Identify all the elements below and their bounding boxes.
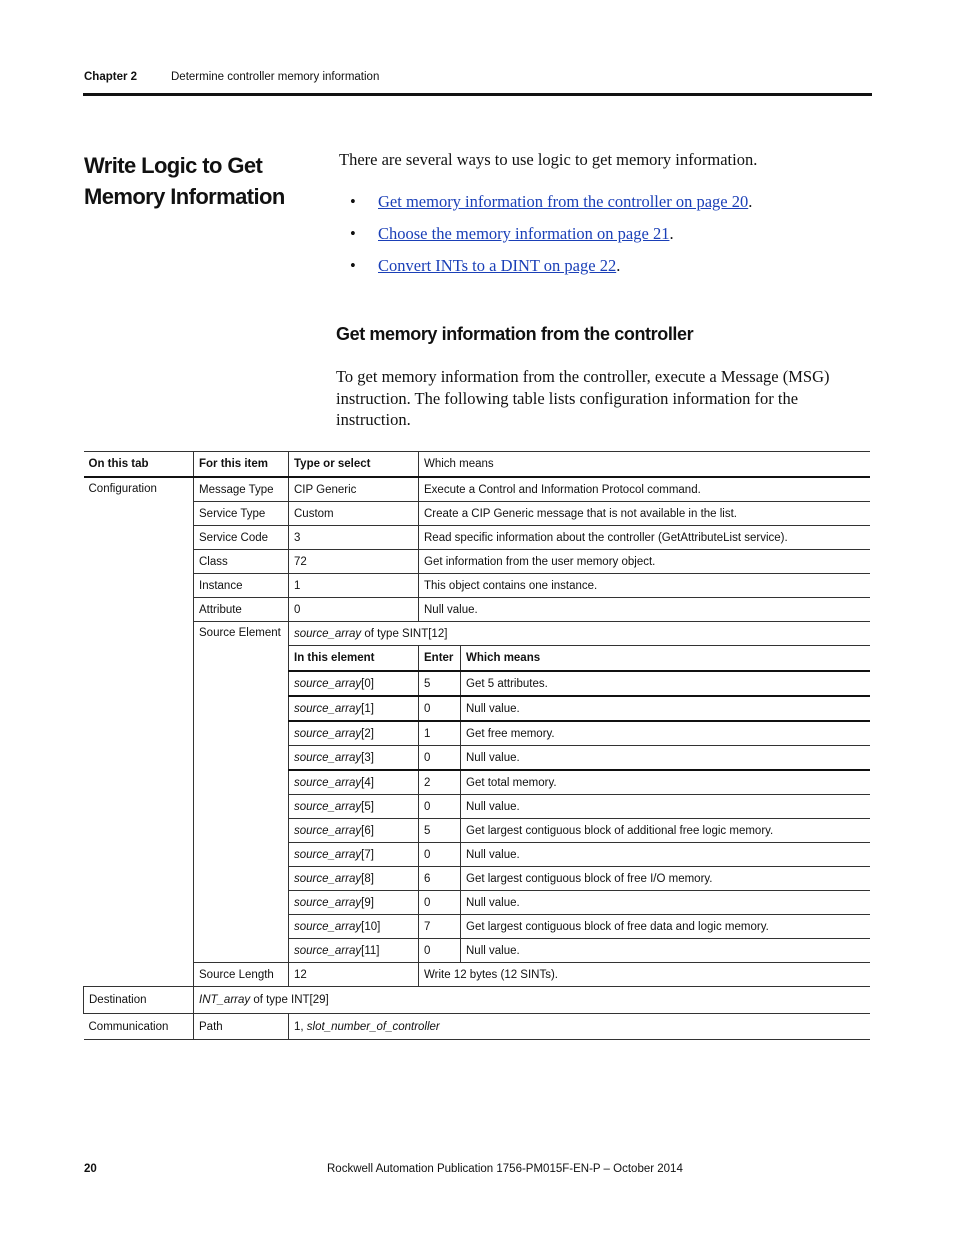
element-cell: source_array[2] bbox=[289, 721, 419, 746]
item-cell: Class bbox=[194, 550, 289, 574]
enter-cell: 0 bbox=[419, 843, 461, 867]
section-paragraph: To get memory information from the controller, execute a Message (MSG) instruction. The following table lists configuration information for the instruction. bbox=[336, 367, 830, 429]
means-cell: This object contains one instance. bbox=[419, 574, 871, 598]
means-cell: Get largest contiguous block of free data and logic memory. bbox=[461, 915, 871, 939]
link-list bbox=[339, 190, 752, 286]
section-title: Get memory information from the controller bbox=[336, 324, 694, 344]
type-cell: 72 bbox=[289, 550, 419, 574]
link-convert-ints[interactable]: Convert INTs to a DINT on page 22 bbox=[378, 256, 617, 275]
element-cell: source_array[4] bbox=[289, 770, 419, 795]
element-cell: source_array[3] bbox=[289, 746, 419, 771]
enter-cell: 0 bbox=[419, 939, 461, 963]
tab-cell: Configuration bbox=[84, 477, 194, 987]
means-cell: Null value. bbox=[461, 696, 871, 721]
means-cell: Create a CIP Generic message that is not available in the list. bbox=[419, 502, 871, 526]
means-cell: Null value. bbox=[461, 795, 871, 819]
element-cell: source_array[11] bbox=[289, 939, 419, 963]
means-cell: Execute a Control and Information Protocol command. bbox=[419, 477, 871, 502]
enter-cell: 0 bbox=[419, 891, 461, 915]
header-cell: Which means bbox=[419, 452, 871, 478]
table-row bbox=[84, 502, 871, 526]
element-cell: source_array[5] bbox=[289, 795, 419, 819]
means-cell: Null value. bbox=[461, 939, 871, 963]
bullet-icon: • bbox=[350, 224, 356, 243]
item-cell: Attribute bbox=[194, 598, 289, 622]
type-cell: 1 bbox=[289, 574, 419, 598]
inner-header-cell: Which means bbox=[461, 646, 871, 672]
publication-info: Rockwell Automation Publication 1756-PM015F-EN-P – October 2014 bbox=[327, 1163, 683, 1175]
list-item: • Get memory information from the controller on page 20. bbox=[339, 190, 752, 222]
header-cell: On this tab bbox=[84, 452, 194, 478]
element-cell: source_array[8] bbox=[289, 867, 419, 891]
type-cell: Custom bbox=[289, 502, 419, 526]
means-cell: Get information from the user memory object. bbox=[419, 550, 871, 574]
item-cell: Path bbox=[194, 1014, 289, 1040]
table-row bbox=[84, 574, 871, 598]
item-cell: Service Code bbox=[194, 526, 289, 550]
enter-cell: 2 bbox=[419, 770, 461, 795]
item-cell: Source Length bbox=[194, 963, 289, 987]
link-choose-memory[interactable]: Choose the memory information on page 21 bbox=[378, 224, 670, 243]
element-cell: source_array[0] bbox=[289, 671, 419, 696]
list-item: • Choose the memory information on page 21. bbox=[339, 222, 752, 254]
enter-cell: 5 bbox=[419, 819, 461, 843]
chapter-label: Chapter 2 bbox=[84, 71, 138, 83]
enter-cell: 6 bbox=[419, 867, 461, 891]
table-row bbox=[84, 526, 871, 550]
means-cell: Null value. bbox=[461, 843, 871, 867]
link-get-memory[interactable]: Get memory information from the controller on page 20 bbox=[378, 192, 749, 211]
inner-header-cell: Enter bbox=[419, 646, 461, 672]
table-row bbox=[84, 622, 871, 646]
bullet-icon: • bbox=[350, 256, 356, 275]
running-header-title: Determine controller memory information bbox=[171, 71, 380, 83]
list-item: • Convert INTs to a DINT on page 22. bbox=[339, 254, 752, 286]
means-cell: Null value. bbox=[461, 891, 871, 915]
item-cell: Message Type bbox=[194, 477, 289, 502]
means-cell: Get total memory. bbox=[461, 770, 871, 795]
type-cell: 3 bbox=[289, 526, 419, 550]
destination-value: INT_array of type INT[29] bbox=[194, 987, 461, 1014]
enter-cell: 5 bbox=[419, 671, 461, 696]
enter-cell: 0 bbox=[419, 795, 461, 819]
path-value: 1, slot_number_of_controller bbox=[289, 1014, 871, 1040]
inner-header-cell: In this element bbox=[289, 646, 419, 672]
means-cell: Null value. bbox=[461, 746, 871, 771]
tab-cell: Communication bbox=[84, 1014, 194, 1040]
configuration-table bbox=[83, 451, 870, 1040]
enter-cell: 0 bbox=[419, 746, 461, 771]
means-cell: Get largest contiguous block of additional free logic memory. bbox=[461, 819, 871, 843]
item-cell: Service Type bbox=[194, 502, 289, 526]
means-cell: Null value. bbox=[419, 598, 871, 622]
element-cell: source_array[1] bbox=[289, 696, 419, 721]
intro-text: There are several ways to use logic to get memory information. bbox=[339, 150, 758, 169]
item-cell: Source Element bbox=[194, 622, 289, 963]
table-row bbox=[84, 987, 871, 1014]
element-cell: source_array[7] bbox=[289, 843, 419, 867]
table-header-row bbox=[84, 452, 871, 478]
item-cell: Instance bbox=[194, 574, 289, 598]
page-number: 20 bbox=[84, 1163, 97, 1175]
header-rule bbox=[83, 93, 872, 96]
source-element-value: source_array of type SINT[12] bbox=[289, 622, 871, 646]
item-cell: Destination bbox=[84, 987, 194, 1014]
means-cell: Get largest contiguous block of free I/O memory. bbox=[461, 867, 871, 891]
element-cell: source_array[6] bbox=[289, 819, 419, 843]
table-row bbox=[84, 1014, 871, 1040]
type-cell: 12 bbox=[289, 963, 419, 987]
element-cell: source_array[10] bbox=[289, 915, 419, 939]
means-cell: Get 5 attributes. bbox=[461, 671, 871, 696]
table-row bbox=[84, 477, 871, 502]
enter-cell: 1 bbox=[419, 721, 461, 746]
header-cell: Type or select bbox=[289, 452, 419, 478]
header-cell: For this item bbox=[194, 452, 289, 478]
type-cell: 0 bbox=[289, 598, 419, 622]
means-cell: Read specific information about the controller (GetAttributeList service). bbox=[419, 526, 871, 550]
bullet-icon: • bbox=[350, 192, 356, 211]
table-row bbox=[84, 550, 871, 574]
type-cell: CIP Generic bbox=[289, 477, 419, 502]
enter-cell: 0 bbox=[419, 696, 461, 721]
element-cell: source_array[9] bbox=[289, 891, 419, 915]
means-cell: Get free memory. bbox=[461, 721, 871, 746]
table-row bbox=[84, 963, 871, 987]
means-cell: Write 12 bytes (12 SINTs). bbox=[419, 963, 871, 987]
page-title: Write Logic to Get Memory Information bbox=[84, 153, 285, 209]
enter-cell: 7 bbox=[419, 915, 461, 939]
table-row bbox=[84, 598, 871, 622]
